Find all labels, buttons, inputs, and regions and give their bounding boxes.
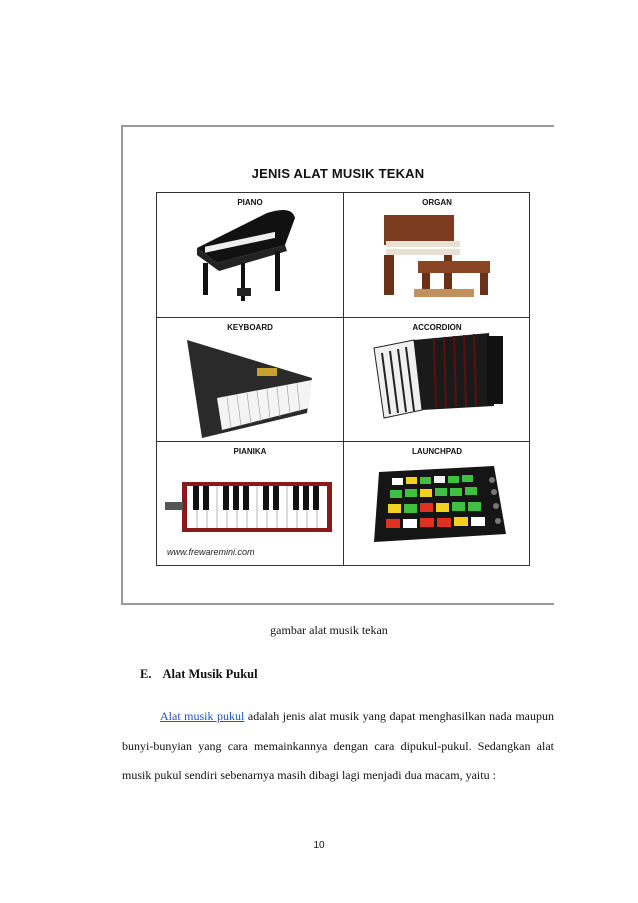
instrument-grid <box>156 192 530 566</box>
cell-organ <box>344 193 530 318</box>
section-title: Alat Musik Pukul <box>162 667 258 681</box>
label-pianika: PIANIKA <box>233 447 267 456</box>
section-number: E. <box>140 667 152 681</box>
cell-launchpad <box>344 442 530 565</box>
section-paragraph <box>122 702 554 791</box>
figure-caption: gambar alat musik tekan <box>270 623 388 637</box>
cell-accordion <box>344 318 530 442</box>
label-organ: ORGAN <box>422 198 452 207</box>
cell-pianika <box>157 442 344 565</box>
cell-keyboard <box>157 318 344 442</box>
keyboard-icon <box>157 318 344 442</box>
paragraph-body: adalah jenis alat musik yang dapat menghasilkan nada maupun bunyi-bunyian yang cara memainkannya dengan cara dipukul-pukul. Sedangkan alat musik pukul sendiri sebenarnya masih dibagi lagi menjadi dua macam, yaitu : <box>122 709 554 782</box>
label-piano: PIANO <box>237 198 263 207</box>
grand-piano-icon <box>157 193 344 318</box>
link-alat-musik-pukul[interactable]: Alat musik pukul <box>160 709 245 723</box>
accordion-icon <box>344 318 530 442</box>
figure-watermark: www.frewaremini.com <box>167 547 255 557</box>
organ-icon <box>344 193 530 318</box>
figure-title: JENIS ALAT MUSIK TEKAN <box>251 166 425 181</box>
launchpad-icon <box>344 442 530 565</box>
label-launchpad: LAUNCHPAD <box>411 447 463 456</box>
section-heading <box>140 667 258 682</box>
label-keyboard: KEYBOARD <box>227 323 273 332</box>
label-accordion: ACCORDION <box>412 323 462 332</box>
cell-piano <box>157 193 344 318</box>
page-number: 10 <box>313 840 325 851</box>
